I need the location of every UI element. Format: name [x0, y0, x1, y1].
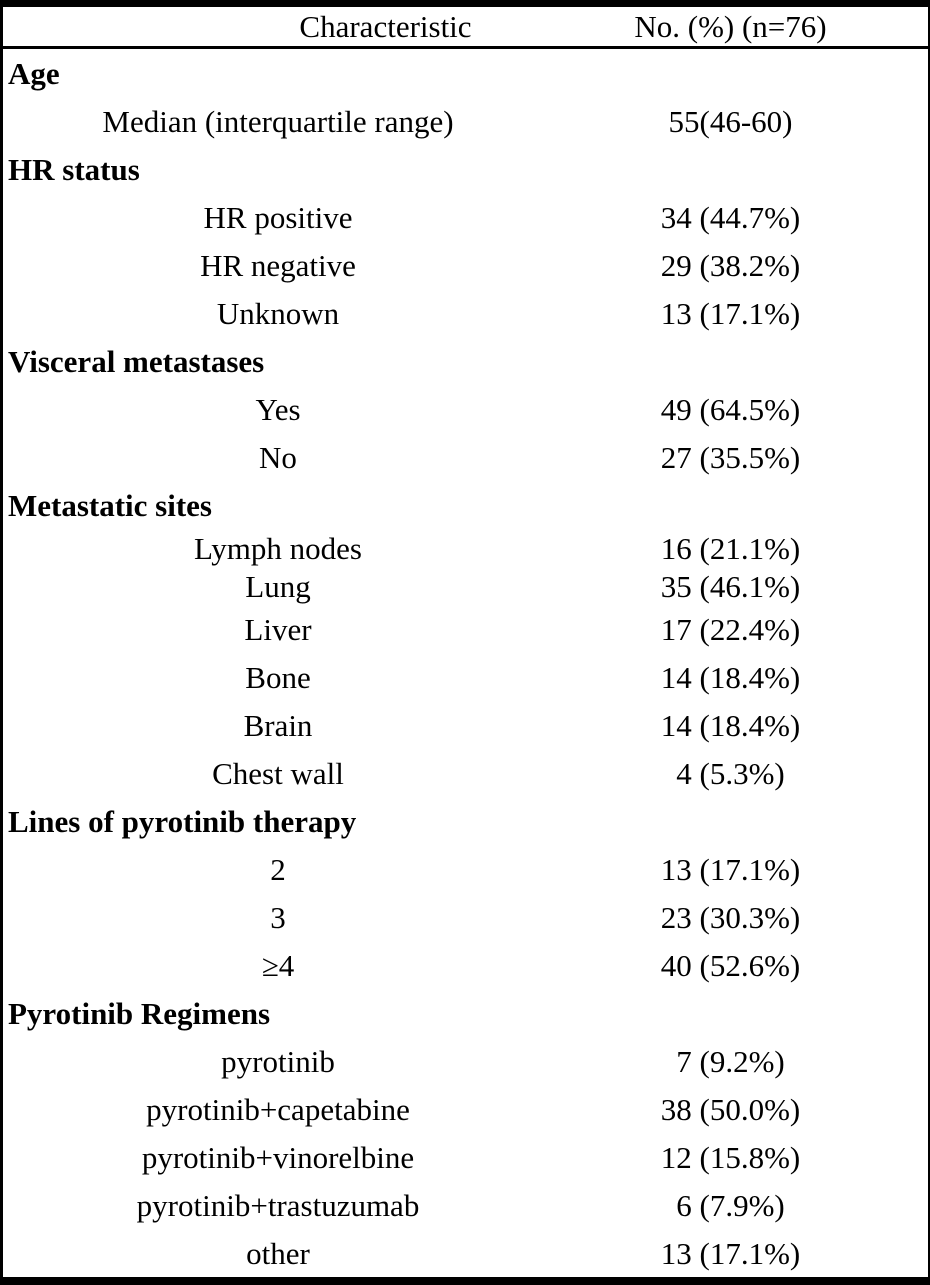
category-label: Metastatic sites — [8, 487, 212, 523]
row-label: 2 — [270, 851, 286, 887]
row-label: Yes — [255, 391, 301, 427]
row-label: Bone — [245, 659, 311, 695]
row-value: 35 (46.1%) — [660, 568, 801, 604]
row-label: other — [246, 1235, 310, 1271]
row-label: Lung — [245, 568, 311, 604]
table-row — [3, 241, 928, 289]
table-row-category-pyrotinib-regimens — [3, 989, 928, 1037]
row-value: 17 (22.4%) — [660, 611, 801, 647]
row-value: 29 (38.2%) — [660, 247, 801, 283]
table-row-category-visceral-metastases — [3, 337, 928, 385]
table-row — [3, 433, 928, 481]
category-label: Age — [8, 55, 60, 91]
row-value: 34 (44.7%) — [660, 199, 801, 235]
header-count: No. (%) (n=76) — [634, 9, 827, 44]
row-value: 40 (52.6%) — [660, 947, 801, 983]
header-characteristic: Characteristic — [299, 9, 472, 44]
category-label: HR status — [8, 151, 140, 187]
row-value: 4 (5.3%) — [676, 755, 785, 791]
row-value: 12 (15.8%) — [660, 1139, 801, 1175]
row-label: HR negative — [200, 247, 356, 283]
category-label: Visceral metastases — [8, 343, 265, 379]
table-row — [3, 845, 928, 893]
row-label: pyrotinib+vinorelbine — [141, 1139, 415, 1175]
row-value: 16 (21.1%) — [660, 530, 801, 566]
category-label: Lines of pyrotinib therapy — [8, 803, 357, 839]
table-row-category-age — [3, 49, 928, 97]
row-value: 23 (30.3%) — [660, 899, 801, 935]
table-row — [3, 1085, 928, 1133]
table-row-category-lines-of-therapy — [3, 797, 928, 845]
table-row — [3, 1229, 928, 1277]
table-row — [3, 701, 928, 749]
row-value: 13 (17.1%) — [660, 1235, 801, 1271]
table-row-category-metastatic-sites — [3, 481, 928, 529]
table-row — [3, 97, 928, 145]
table-row — [3, 193, 928, 241]
row-value: 13 (17.1%) — [660, 851, 801, 887]
row-value: 14 (18.4%) — [660, 659, 801, 695]
table-row — [3, 1133, 928, 1181]
table-row — [3, 1181, 928, 1229]
row-value: 14 (18.4%) — [660, 707, 801, 743]
row-label: ≥4 — [261, 947, 295, 983]
table-row — [3, 605, 928, 653]
table-row — [3, 567, 928, 605]
row-value: 55(46-60) — [668, 103, 793, 139]
row-value: 6 (7.9%) — [676, 1187, 785, 1223]
row-value: 27 (35.5%) — [660, 439, 801, 475]
table-row-category-hr-status — [3, 145, 928, 193]
row-label: Unknown — [216, 295, 340, 331]
table-row — [3, 385, 928, 433]
table-row — [3, 289, 928, 337]
row-label: pyrotinib+capetabine — [146, 1091, 410, 1127]
row-value: 7 (9.2%) — [676, 1043, 785, 1079]
row-label: Median (interquartile range) — [102, 103, 454, 139]
table-row — [3, 941, 928, 989]
table-row — [3, 749, 928, 797]
row-value: 49 (64.5%) — [660, 391, 801, 427]
table-row — [3, 893, 928, 941]
row-label: No — [259, 439, 297, 475]
table-row — [3, 1037, 928, 1085]
row-label: Chest wall — [212, 755, 344, 791]
row-label: HR positive — [203, 199, 353, 235]
row-label: pyrotinib — [221, 1043, 335, 1079]
table-row — [3, 529, 928, 567]
row-label: Lymph nodes — [194, 530, 362, 566]
table-header-row — [3, 7, 928, 49]
row-label: Brain — [243, 707, 313, 743]
row-label: 3 — [270, 899, 286, 935]
category-label: Pyrotinib Regimens — [8, 995, 271, 1031]
row-value: 13 (17.1%) — [660, 295, 801, 331]
row-label: pyrotinib+trastuzumab — [136, 1187, 420, 1223]
table-row — [3, 653, 928, 701]
row-value: 38 (50.0%) — [660, 1091, 801, 1127]
row-label: Liver — [244, 611, 312, 647]
